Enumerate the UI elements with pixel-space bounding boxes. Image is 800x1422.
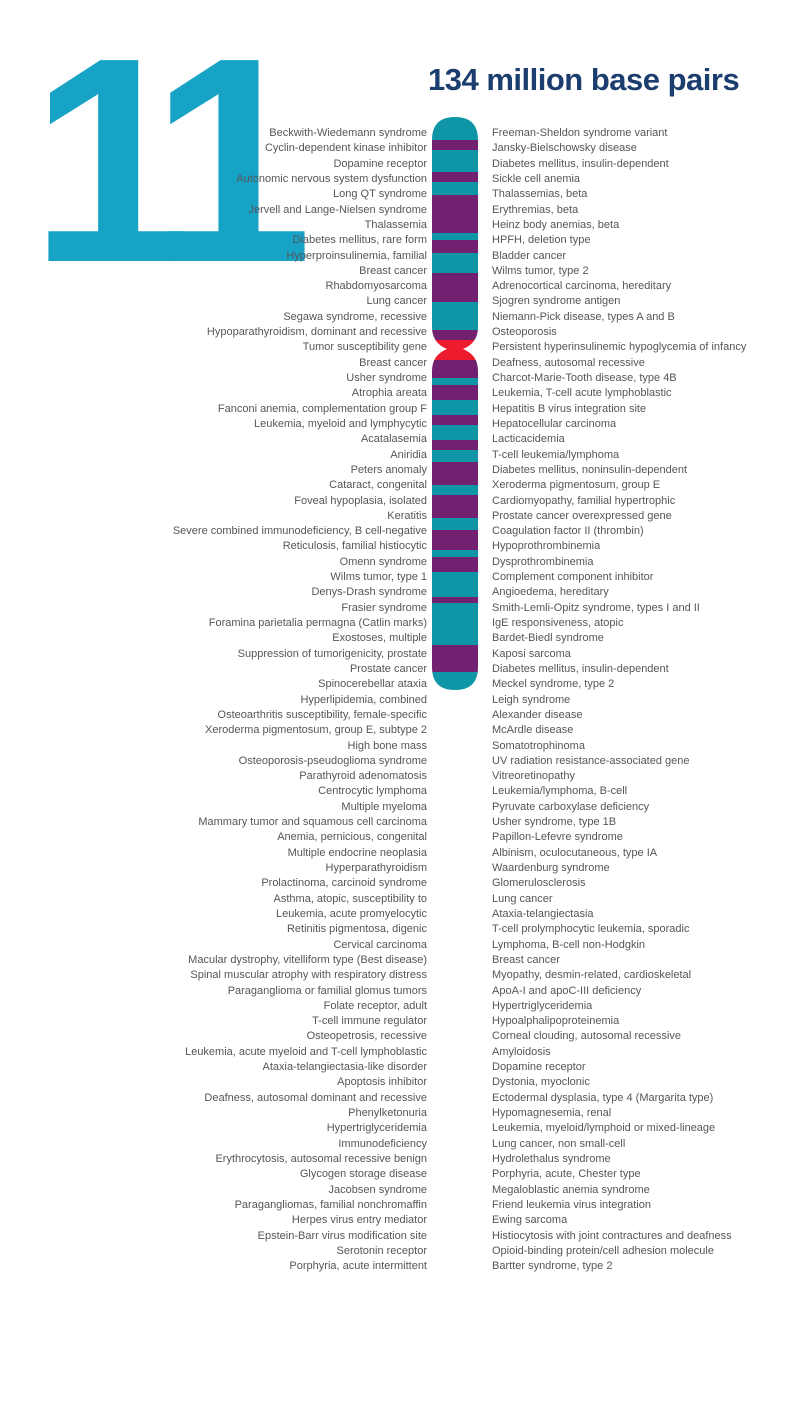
gene-label: Megaloblastic anemia syndrome [492,1183,650,1196]
gene-label: Jansky-Bielschowsky disease [492,142,637,155]
chromosome-band-teal [432,117,478,140]
gene-label: Cataract, congenital [329,479,427,492]
gene-label: Papillon-Lefevre syndrome [492,831,623,844]
gene-label: UV radiation resistance-associated gene [492,754,690,767]
gene-label: Hydrolethalus syndrome [492,1152,611,1165]
gene-label: Glomerulosclerosis [492,877,586,890]
gene-label: Atrophia areata [351,387,427,400]
gene-label: Leukemia, T-cell acute lymphoblastic [492,387,672,400]
gene-label: High bone mass [347,739,427,752]
gene-list-right [492,126,792,1274]
gene-label: Multiple endocrine neoplasia [287,846,427,859]
gene-label: Hyperparathyroidism [325,862,427,874]
chromosome-band-teal [432,302,478,330]
chromosome-band-teal [432,253,478,273]
gene-label: Jacobsen syndrome [328,1183,427,1196]
chromosome-band-purple [432,462,478,485]
gene-label: Hypertriglyceridemia [492,999,593,1012]
gene-label: Hypomagnesemia, renal [492,1107,612,1119]
gene-label: Breast cancer [492,953,560,966]
gene-label: Adrenocortical carcinoma, hereditary [492,280,672,293]
chromosome-band-purple [432,385,478,400]
gene-label: Severe combined immunodeficiency, B cell-negative [172,525,427,538]
gene-label: Aniridia [390,448,427,461]
gene-label: Prolactinoma, carcinoid syndrome [261,877,427,890]
gene-label: Omenn syndrome [339,555,427,568]
gene-label: Charcot-Marie-Tooth disease, type 4B [492,372,677,384]
gene-label: Diabetes mellitus, rare form [292,234,427,247]
gene-label: Leigh syndrome [492,693,571,706]
gene-label: Leukemia, acute myeloid and T-cell lymphoblastic [185,1045,427,1058]
gene-label: Spinal muscular atrophy with respiratory distress [190,969,427,982]
gene-label: Mammary tumor and squamous cell carcinoma [198,816,427,829]
chromosome-band-purple [432,195,478,233]
gene-label: Acatalasemia [360,433,427,446]
gene-label: Ectodermal dysplasia, type 4 (Margarita type) [492,1091,714,1104]
gene-label: Diabetes mellitus, noninsulin-dependent [492,463,688,476]
gene-label: Hypertriglyceridemia [326,1122,427,1135]
gene-label: Dopamine receptor [333,157,427,170]
gene-label: Meckel syndrome, type 2 [492,678,615,691]
chromosome-band-purple [432,645,478,672]
gene-label: Spinocerebellar ataxia [318,678,427,691]
gene-label: Waardenburg syndrome [492,862,610,874]
gene-label: Cardiomyopathy, familial hypertrophic [492,494,676,507]
gene-label: Thalassemias, beta [492,188,588,201]
gene-label: Retinitis pigmentosa, digenic [286,923,427,936]
gene-label: Herpes virus entry mediator [291,1214,427,1227]
gene-label: Hypoprothrombinemia [492,540,601,553]
gene-label: Amyloidosis [492,1045,551,1058]
gene-label: Autonomic nervous system dysfunction [236,172,427,185]
chromosome-band-teal [432,450,478,462]
gene-label: Deafness, autosomal dominant and recessive [204,1091,427,1104]
gene-label: T-cell leukemia/lymphoma [492,448,620,461]
gene-label: Rhabdomyosarcoma [325,280,427,293]
gene-label: Ataxia-telangiectasia [492,907,594,920]
gene-label: Jervell and Lange-Nielsen syndrome [248,203,427,216]
gene-label: Deafness, autosomal recessive [492,356,645,369]
chromosome-band-teal [432,378,478,385]
gene-label: Frasier syndrome [341,601,427,614]
gene-label: Hypoparathyroidism, dominant and recessive [206,326,427,339]
chromosome-band-purple [432,557,478,572]
gene-label: Keratitis [387,509,427,522]
gene-label: Hypoalphalipoproteinemia [492,1015,620,1028]
chromosome-ideogram [432,117,478,690]
chromosome-band-teal [432,485,478,495]
gene-label: Hyperproinsulinemia, familial [286,249,427,262]
gene-label: Anemia, pernicious, congenital [277,831,427,844]
gene-label: Paragangliomas, familial nonchromaffin [234,1198,427,1211]
gene-label: Denys-Drash syndrome [311,586,427,599]
gene-label: Pyruvate carboxylase deficiency [492,800,650,813]
gene-label: Dysprothrombinemia [492,555,594,568]
gene-label: Tumor susceptibility gene [302,341,427,354]
gene-label: Leukemia, myeloid/lymphoid or mixed-lineage [492,1122,716,1135]
gene-label: Leukemia, myeloid and lymphycytic [253,417,427,430]
gene-label: Somatotrophinoma [492,739,585,752]
gene-label: Angioedema, hereditary [492,586,609,599]
gene-label: Persistent hyperinsulinemic hypoglycemia of infancy [492,341,747,354]
chromosome-band-teal [432,550,478,557]
gene-label: Suppression of tumorigenicity, prostate [237,647,427,660]
gene-label: Osteoporosis-pseudoglioma syndrome [238,754,427,767]
gene-label: Hyperlipidemia, combined [300,693,427,706]
gene-label: Beckwith-Wiedemann syndrome [269,127,427,139]
gene-label: Cervical carcinoma [333,938,427,951]
chromosome-band-red [432,340,478,360]
gene-label: Diabetes mellitus, insulin-dependent [492,157,669,170]
gene-label: Friend leukemia virus integration [492,1198,651,1211]
gene-label: Centrocytic lymphoma [318,785,427,798]
gene-label: Bardet-Biedl syndrome [492,632,604,645]
gene-label: Epstein-Barr virus modification site [257,1229,427,1242]
gene-label: Usher syndrome, type 1B [492,816,617,829]
gene-label: Osteopetrosis, recessive [306,1030,427,1043]
gene-label: Histiocytosis with joint contractures and deafness [492,1229,732,1242]
gene-label: Wilms tumor, type 2 [492,264,589,277]
gene-label: Parathyroid adenomatosis [299,770,427,783]
chromosome-band-teal [432,572,478,597]
gene-label: Bladder cancer [492,249,566,262]
gene-label: Coagulation factor II (thrombin) [492,525,644,538]
gene-label: ApoA-I and apoC-III deficiency [492,984,642,997]
gene-label: Usher syndrome [346,372,427,384]
gene-label: Osteoarthritis susceptibility, female-specific [217,708,427,721]
chromosome-band-purple [432,440,478,450]
gene-label: Dystonia, myoclonic [492,1076,590,1089]
gene-label: Serotonin receptor [336,1244,427,1257]
gene-label: Porphyria, acute intermittent [289,1260,427,1273]
gene-label: Ataxia-telangiectasia-like disorder [262,1061,427,1074]
chromosome-band-purple [432,273,478,302]
gene-label: Erythrocytosis, autosomal recessive benign [215,1152,427,1165]
gene-label: Prostate cancer overexpressed gene [492,509,672,522]
gene-label: Lymphoma, B-cell non-Hodgkin [492,938,646,951]
chromosome-band-teal [432,150,478,172]
gene-label: Paraganglioma or familial glomus tumors [227,984,427,997]
gene-label: Leukemia/lymphoma, B-cell [492,785,628,798]
gene-label: Thalassemia [364,218,427,231]
gene-label: Opioid-binding protein/cell adhesion molecule [492,1244,714,1257]
gene-label: Apoptosis inhibitor [337,1076,427,1089]
chromosome-band-teal [432,518,478,530]
gene-label: Folate receptor, adult [323,999,427,1012]
gene-label: Fanconi anemia, complementation group F [217,402,427,415]
gene-label: Myopathy, desmin-related, cardioskeletal [492,969,692,982]
gene-label: Lung cancer, non small-cell [492,1137,626,1150]
chromosome-band-teal [432,672,478,690]
gene-label: McArdle disease [492,724,574,737]
gene-label: Glycogen storage disease [299,1168,427,1181]
gene-label: Erythremias, beta [492,203,579,216]
gene-label: Xeroderma pigmentosum, group E [492,479,661,492]
gene-label: Leukemia, acute promyelocytic [275,907,427,920]
gene-label: Ewing sarcoma [492,1214,568,1227]
gene-label: Corneal clouding, autosomal recessive [492,1030,681,1043]
gene-label: Multiple myeloma [341,800,427,813]
chromosome-band-purple [432,597,478,603]
gene-label: Complement component inhibitor [492,571,654,584]
chromosome-band-purple [432,240,478,253]
gene-label: Reticulosis, familial histiocytic [282,540,427,553]
chromosome-band-teal [432,603,478,645]
gene-label: Alexander disease [492,708,583,721]
chromosome-band-purple [432,360,478,378]
gene-label: Kaposi sarcoma [492,647,571,660]
gene-label: Niemann-Pick disease, types A and B [492,310,675,323]
gene-label: Albinism, oculocutaneous, type IA [492,846,658,859]
chromosome-band-teal [432,182,478,195]
gene-label: Foramina parietalia permagna (Catlin marks) [208,617,427,629]
chromosome-band-purple [432,415,478,425]
gene-label: Vitreoretinopathy [492,770,575,783]
gene-label: Lung cancer [366,295,427,308]
gene-label: Sickle cell anemia [492,172,581,185]
chromosome-band-teal [432,233,478,240]
chromosome-band-purple [432,330,478,340]
gene-label: T-cell prolymphocytic leukemia, sporadic [492,923,690,936]
gene-label: Immunodeficiency [338,1137,427,1150]
gene-label: Foveal hypoplasia, isolated [294,494,427,507]
gene-label: Freeman-Sheldon syndrome variant [492,127,668,139]
chromosome-bands [432,117,478,690]
gene-label: Bartter syndrome, type 2 [492,1260,613,1273]
gene-list-left [0,126,427,1274]
gene-label: Prostate cancer [349,662,427,675]
gene-label: Xeroderma pigmentosum, group E, subtype 2 [205,724,427,737]
gene-label: Heinz body anemias, beta [492,218,620,231]
gene-label: Cyclin-dependent kinase inhibitor [264,142,427,155]
gene-label: Lacticacidemia [492,433,565,446]
chromosome-band-purple [432,530,478,550]
gene-label: Phenylketonuria [348,1107,427,1119]
gene-label: T-cell immune regulator [312,1015,427,1028]
gene-label: Osteoporosis [492,326,557,339]
gene-label: Hepatitis B virus integration site [492,402,647,415]
gene-label: Breast cancer [359,264,427,277]
gene-label: Smith-Lemli-Opitz syndrome, types I and II [492,601,700,614]
gene-label: Hepatocellular carcinoma [492,417,617,430]
chromosome-band-teal [432,425,478,440]
gene-label: HPFH, deletion type [492,234,591,247]
chromosome-band-purple [432,140,478,150]
gene-label: Long QT syndrome [333,188,427,201]
gene-label: Porphyria, acute, Chester type [492,1168,641,1181]
chromosome-number: 11 [30,0,287,323]
page-title: 134 million base pairs [428,62,740,97]
gene-label: Exostoses, multiple [332,632,427,645]
gene-label: Macular dystrophy, vitelliform type (Best disease) [188,953,427,966]
gene-label: Peters anomaly [350,463,427,476]
gene-label: Wilms tumor, type 1 [330,571,427,584]
chromosome-band-teal [432,400,478,415]
gene-label: Lung cancer [492,892,553,905]
gene-label: Sjogren syndrome antigen [492,295,621,308]
chromosome-band-purple [432,172,478,182]
gene-label: Diabetes mellitus, insulin-dependent [492,662,669,675]
chromosome-band-purple [432,495,478,518]
gene-label: Breast cancer [359,356,427,369]
gene-label: IgE responsiveness, atopic [492,617,624,629]
gene-label: Dopamine receptor [492,1061,586,1074]
gene-label: Segawa syndrome, recessive [283,310,427,323]
gene-label: Asthma, atopic, susceptibility to [273,892,427,905]
